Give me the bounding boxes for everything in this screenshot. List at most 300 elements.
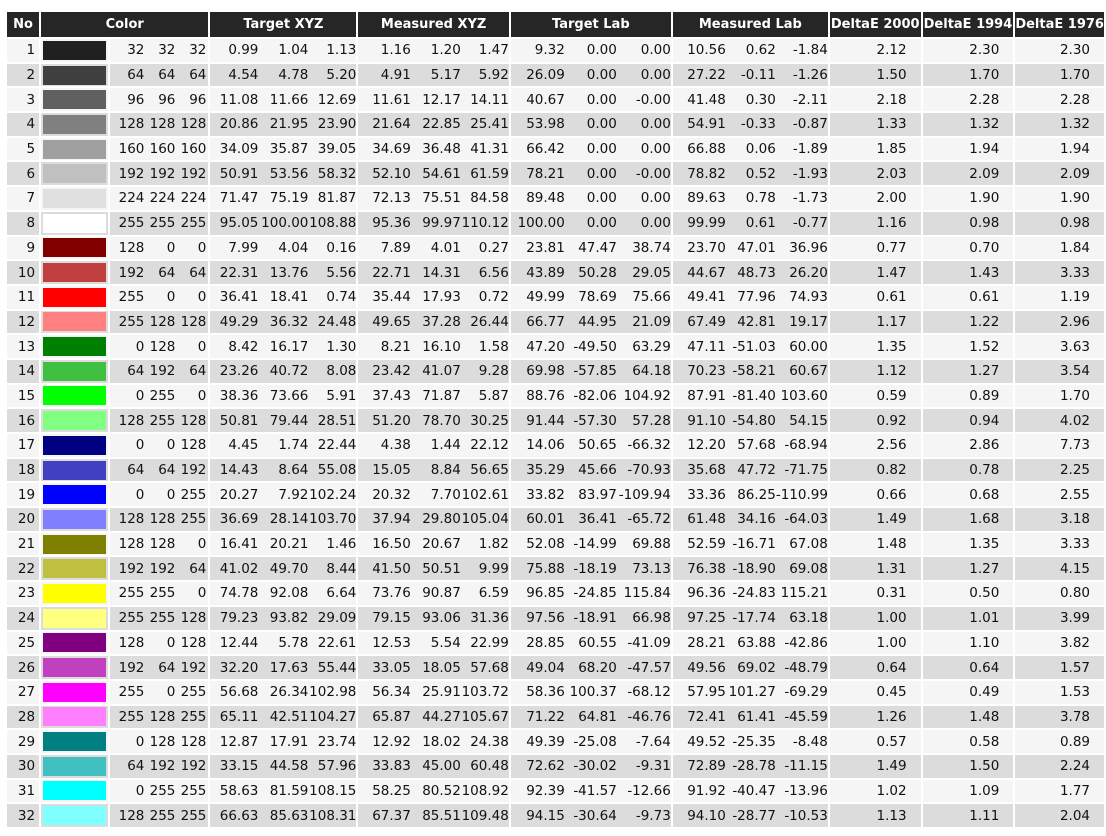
target-lab-component: 33.82 — [526, 486, 565, 503]
row-number: 11 — [7, 286, 39, 309]
target-xyz-component: 7.99 — [228, 239, 259, 256]
measured-xyz-component: 105.67 — [461, 708, 509, 725]
table-row — [7, 39, 1104, 62]
target-lab-component: 49.39 — [526, 733, 565, 750]
target-xyz-component: 12.44 — [219, 634, 259, 651]
deltae-1976-value: 2.04 — [1015, 804, 1104, 827]
deltae-1994-value: 1.11 — [923, 804, 1014, 827]
target-xyz — [210, 187, 356, 210]
deltae-1976-value: 1.57 — [1015, 656, 1104, 679]
measured-lab — [673, 113, 828, 136]
color-swatch — [43, 66, 106, 85]
target-lab — [511, 409, 671, 432]
deltae-1976-value: 2.96 — [1015, 311, 1104, 334]
rgb-b-value: 0 — [197, 239, 207, 256]
target-lab-component: 91.44 — [526, 412, 565, 429]
measured-xyz-component: 31.36 — [470, 610, 509, 627]
deltae-1994-value: 1.50 — [923, 755, 1014, 778]
target-xyz-component: 16.41 — [219, 536, 259, 553]
deltae-1976-value: 3.82 — [1015, 632, 1104, 655]
target-lab — [511, 632, 671, 655]
deltae-1994-value: 0.94 — [923, 409, 1014, 432]
rgb-b-value: 64 — [189, 560, 207, 577]
deltae-2000-value: 0.59 — [830, 385, 921, 408]
target-xyz-component: 1.46 — [326, 536, 357, 553]
deltae-1976-value: 1.77 — [1015, 780, 1104, 803]
color-swatch-cell — [41, 681, 108, 704]
target-lab-component: 0.00 — [586, 67, 617, 84]
measured-lab-component: 91.92 — [687, 782, 726, 799]
measured-xyz-component: 1.58 — [478, 338, 509, 355]
rgb-g-value: 32 — [158, 42, 176, 59]
measured-xyz-component: 33.05 — [372, 659, 411, 676]
measured-lab-component: -40.47 — [732, 782, 776, 799]
measured-xyz-component: 21.64 — [372, 116, 411, 133]
measured-lab-component: -24.83 — [732, 585, 776, 602]
measured-lab-component: -28.77 — [732, 807, 776, 824]
target-xyz-component: 38.36 — [219, 387, 259, 404]
measured-lab-component: -1.26 — [792, 67, 828, 84]
measured-lab-component: 33.36 — [687, 486, 726, 503]
measured-xyz-component: 93.06 — [422, 610, 461, 627]
color-swatch-cell — [41, 261, 108, 284]
color-swatch-cell — [41, 187, 108, 210]
target-xyz-component: 8.64 — [278, 462, 309, 479]
target-xyz-component: 6.64 — [326, 585, 357, 602]
measured-lab-component: -68.94 — [784, 437, 828, 454]
target-xyz-component: 100.00 — [261, 215, 309, 232]
header-row — [7, 12, 1104, 37]
measured-xyz-component: 11.61 — [372, 91, 411, 108]
measured-lab-component: -1.93 — [792, 165, 828, 182]
rgb-values — [110, 311, 208, 334]
deltae-1976-value: 0.80 — [1015, 582, 1104, 605]
deltae-1976-value: 2.55 — [1015, 483, 1104, 506]
color-swatch — [43, 214, 106, 233]
rgb-b-value: 128 — [180, 437, 207, 454]
measured-xyz-component: 54.61 — [422, 165, 461, 182]
measured-xyz-component: 36.48 — [422, 141, 461, 158]
measured-xyz — [358, 335, 508, 358]
measured-lab-component: -110.99 — [775, 486, 828, 503]
target-lab-component: 28.85 — [526, 634, 565, 651]
measured-lab-component: -69.29 — [784, 684, 828, 701]
deltae-2000-value: 1.00 — [830, 607, 921, 630]
table-row — [7, 113, 1104, 136]
deltae-1976-value: 1.94 — [1015, 138, 1104, 161]
deltae-1976-value: 3.63 — [1015, 335, 1104, 358]
calibration-report — [5, 10, 1106, 829]
measured-lab-component: 74.93 — [789, 289, 828, 306]
target-xyz — [210, 607, 356, 630]
target-lab-component: 9.32 — [534, 42, 565, 59]
target-xyz-component: 11.66 — [269, 91, 309, 108]
measured-xyz-component: 51.20 — [372, 412, 411, 429]
target-xyz-component: 13.76 — [269, 264, 309, 281]
target-lab-component: -68.12 — [627, 684, 671, 701]
color-swatch — [43, 288, 106, 307]
deltae-1994-value: 1.43 — [923, 261, 1014, 284]
target-lab — [511, 335, 671, 358]
row-number: 14 — [7, 360, 39, 383]
target-xyz-component: 5.20 — [326, 67, 357, 84]
measured-xyz-component: 29.80 — [422, 511, 461, 528]
measured-lab-component: 78.82 — [687, 165, 726, 182]
measured-lab-component: 67.49 — [687, 313, 726, 330]
measured-lab-component: -8.48 — [792, 733, 828, 750]
rgb-values — [110, 261, 208, 284]
measured-lab-component: 49.41 — [687, 289, 726, 306]
target-lab-component: 78.21 — [526, 165, 565, 182]
target-xyz-component: 8.44 — [326, 560, 357, 577]
measured-xyz-component: 20.67 — [422, 536, 461, 553]
target-lab-component: 52.08 — [526, 536, 565, 553]
measured-lab-component: 63.88 — [737, 634, 776, 651]
deltae-1976-value: 2.28 — [1015, 88, 1104, 111]
measured-lab-component: 36.96 — [789, 239, 828, 256]
measured-xyz-component: 90.87 — [422, 585, 461, 602]
rgb-r-value: 0 — [135, 486, 145, 503]
rgb-values — [110, 162, 208, 185]
rgb-g-value: 255 — [149, 807, 176, 824]
measured-xyz-component: 58.25 — [372, 782, 411, 799]
deltae-1994-value: 1.01 — [923, 607, 1014, 630]
target-lab-component: 14.06 — [526, 437, 565, 454]
rgb-b-value: 255 — [180, 684, 207, 701]
measured-xyz-component: 37.43 — [372, 387, 411, 404]
target-xyz-component: 22.61 — [317, 634, 357, 651]
target-xyz-component: 5.56 — [326, 264, 357, 281]
measured-lab-component: 67.08 — [789, 536, 828, 553]
rgb-r-value: 224 — [118, 190, 145, 207]
target-lab-component: -41.09 — [627, 634, 671, 651]
rgb-g-value: 0 — [166, 289, 176, 306]
rgb-values — [110, 557, 208, 580]
target-xyz — [210, 286, 356, 309]
color-swatch — [43, 609, 106, 628]
measured-lab-component: -0.33 — [740, 116, 776, 133]
target-xyz — [210, 212, 356, 235]
target-xyz-component: 28.14 — [269, 511, 309, 528]
rgb-r-value: 128 — [118, 412, 145, 429]
row-number: 22 — [7, 557, 39, 580]
rgb-r-value: 128 — [118, 511, 145, 528]
target-xyz-component: 4.45 — [228, 437, 259, 454]
target-lab-component: -18.91 — [573, 610, 617, 627]
measured-lab — [673, 286, 828, 309]
measured-lab — [673, 385, 828, 408]
target-lab-component: 21.09 — [632, 313, 671, 330]
color-swatch — [43, 386, 106, 405]
measured-lab-component: -25.35 — [732, 733, 776, 750]
measured-xyz — [358, 483, 508, 506]
measured-xyz — [358, 409, 508, 432]
deltae-2000-value: 0.66 — [830, 483, 921, 506]
target-xyz-component: 95.05 — [219, 215, 259, 232]
measured-lab-component: 57.68 — [737, 437, 776, 454]
color-swatch-cell — [41, 755, 108, 778]
target-xyz-component: 7.92 — [278, 486, 309, 503]
rgb-g-value: 255 — [149, 412, 176, 429]
rgb-values — [110, 409, 208, 432]
measured-lab — [673, 632, 828, 655]
target-lab-component: 44.95 — [578, 313, 617, 330]
measured-xyz-component: 0.27 — [478, 239, 509, 256]
table-row — [7, 335, 1104, 358]
target-xyz — [210, 706, 356, 729]
measured-lab — [673, 261, 828, 284]
deltae-2000-value: 1.26 — [830, 706, 921, 729]
measured-xyz-component: 95.36 — [372, 215, 411, 232]
target-lab-component: 0.00 — [586, 190, 617, 207]
measured-lab-component: 54.15 — [789, 412, 828, 429]
target-lab-component: 0.00 — [586, 42, 617, 59]
target-lab-component: -66.32 — [627, 437, 671, 454]
rgb-values — [110, 607, 208, 630]
target-xyz — [210, 804, 356, 827]
measured-xyz — [358, 212, 508, 235]
measured-xyz-component: 22.71 — [372, 264, 411, 281]
target-lab-component: 58.36 — [526, 684, 565, 701]
target-lab-component: -7.64 — [635, 733, 671, 750]
target-lab-component: 0.00 — [640, 190, 671, 207]
target-lab-component: 0.00 — [640, 42, 671, 59]
measured-xyz-component: 24.38 — [470, 733, 509, 750]
color-swatch — [43, 115, 106, 134]
target-xyz-component: 57.96 — [317, 758, 357, 775]
measured-xyz — [358, 780, 508, 803]
measured-xyz-component: 56.34 — [372, 684, 411, 701]
measured-xyz — [358, 113, 508, 136]
color-swatch — [43, 164, 106, 183]
rgb-b-value: 32 — [189, 42, 207, 59]
target-xyz-component: 20.21 — [269, 536, 309, 553]
measured-xyz-component: 26.44 — [470, 313, 509, 330]
rgb-values — [110, 755, 208, 778]
target-xyz — [210, 632, 356, 655]
deltae-1994-value: 2.28 — [923, 88, 1014, 111]
rgb-values — [110, 582, 208, 605]
rgb-values — [110, 656, 208, 679]
rgb-b-value: 255 — [180, 511, 207, 528]
target-xyz-component: 17.63 — [269, 659, 309, 676]
rgb-g-value: 255 — [149, 610, 176, 627]
target-xyz-component: 20.86 — [219, 116, 259, 133]
measured-lab — [673, 434, 828, 457]
measured-lab — [673, 730, 828, 753]
rgb-r-value: 128 — [118, 116, 145, 133]
target-xyz-component: 28.51 — [317, 412, 357, 429]
deltae-1994-value: 2.86 — [923, 434, 1014, 457]
target-xyz-component: 33.15 — [219, 758, 259, 775]
table-row — [7, 311, 1104, 334]
measured-lab-component: -28.78 — [732, 758, 776, 775]
measured-lab-component: 72.41 — [687, 708, 726, 725]
measured-lab-component: 96.36 — [687, 585, 726, 602]
deltae-1994-value: 1.70 — [923, 64, 1014, 87]
color-swatch — [43, 461, 106, 480]
target-lab-component: 45.66 — [578, 462, 617, 479]
rgb-b-value: 128 — [180, 733, 207, 750]
rgb-values — [110, 187, 208, 210]
measured-lab-component: 54.91 — [687, 116, 726, 133]
measured-xyz-component: 72.13 — [372, 190, 411, 207]
row-number: 21 — [7, 533, 39, 556]
table-row — [7, 88, 1104, 111]
measured-xyz — [358, 508, 508, 531]
target-xyz-component: 11.08 — [219, 91, 259, 108]
measured-lab-component: 0.62 — [745, 42, 776, 59]
rgb-values — [110, 138, 208, 161]
target-lab-component: -70.93 — [627, 462, 671, 479]
color-swatch — [43, 189, 106, 208]
deltae-1994-value: 0.61 — [923, 286, 1014, 309]
color-swatch-cell — [41, 557, 108, 580]
target-lab-component: 0.00 — [640, 116, 671, 133]
rgb-r-value: 64 — [127, 363, 145, 380]
measured-xyz-component: 1.16 — [380, 42, 411, 59]
target-xyz-component: 50.91 — [219, 165, 259, 182]
measured-xyz-component: 16.50 — [372, 536, 411, 553]
measured-lab-component: 0.78 — [745, 190, 776, 207]
measured-xyz-component: 14.31 — [422, 264, 461, 281]
target-lab-component: -65.72 — [627, 511, 671, 528]
color-swatch-cell — [41, 113, 108, 136]
row-number: 17 — [7, 434, 39, 457]
rgb-b-value: 0 — [197, 387, 207, 404]
rgb-r-value: 128 — [118, 634, 145, 651]
measured-xyz-component: 20.32 — [372, 486, 411, 503]
measured-lab — [673, 755, 828, 778]
measured-lab-component: 94.10 — [687, 807, 726, 824]
table-row — [7, 656, 1104, 679]
rgb-values — [110, 64, 208, 87]
target-lab-component: 50.28 — [578, 264, 617, 281]
target-xyz-component: 36.32 — [269, 313, 309, 330]
measured-lab-component: 115.21 — [780, 585, 828, 602]
rgb-r-value: 32 — [127, 42, 145, 59]
measured-lab — [673, 88, 828, 111]
target-xyz-component: 40.72 — [269, 363, 309, 380]
rgb-values — [110, 237, 208, 260]
measured-lab-component: 41.48 — [687, 91, 726, 108]
table-row — [7, 755, 1104, 778]
measured-lab — [673, 508, 828, 531]
measured-lab-component: -11.15 — [784, 758, 828, 775]
target-lab-component: 66.42 — [526, 141, 565, 158]
rgb-r-value: 192 — [118, 659, 145, 676]
table-row — [7, 138, 1104, 161]
rgb-r-value: 192 — [118, 560, 145, 577]
target-xyz-component: 20.27 — [219, 486, 259, 503]
rgb-g-value: 0 — [166, 634, 176, 651]
deltae-1994-value: 1.22 — [923, 311, 1014, 334]
rgb-b-value: 160 — [180, 141, 207, 158]
measured-lab-component: 27.22 — [687, 67, 726, 84]
target-lab — [511, 508, 671, 531]
color-swatch-cell — [41, 434, 108, 457]
measured-xyz-component: 41.31 — [470, 141, 509, 158]
deltae-1994-value: 0.78 — [923, 459, 1014, 482]
deltae-2000-value: 2.00 — [830, 187, 921, 210]
measured-lab-component: 66.88 — [687, 141, 726, 158]
color-swatch-cell — [41, 212, 108, 235]
deltae-1976-value: 3.99 — [1015, 607, 1104, 630]
deltae-1976-value: 0.98 — [1015, 212, 1104, 235]
color-swatch-cell — [41, 656, 108, 679]
rgb-r-value: 64 — [127, 67, 145, 84]
table-row — [7, 632, 1104, 655]
measured-xyz-component: 108.92 — [461, 782, 509, 799]
measured-xyz-component: 49.65 — [372, 313, 411, 330]
measured-xyz-component: 6.59 — [478, 585, 509, 602]
target-lab — [511, 138, 671, 161]
measured-xyz-component: 44.27 — [422, 708, 461, 725]
row-number: 8 — [7, 212, 39, 235]
measured-lab-component: 69.02 — [737, 659, 776, 676]
rgb-b-value: 64 — [189, 264, 207, 281]
target-xyz — [210, 113, 356, 136]
deltae-1994-value: 1.10 — [923, 632, 1014, 655]
target-xyz-component: 12.69 — [317, 91, 357, 108]
measured-xyz-component: 1.82 — [478, 536, 509, 553]
deltae-1976-value: 2.25 — [1015, 459, 1104, 482]
target-xyz-component: 42.51 — [269, 708, 309, 725]
measured-xyz-component: 17.93 — [422, 289, 461, 306]
deltae-1994-value: 1.52 — [923, 335, 1014, 358]
target-xyz-component: 79.23 — [219, 610, 259, 627]
rgb-r-value: 0 — [135, 437, 145, 454]
target-lab-component: 47.47 — [578, 239, 617, 256]
color-swatch — [43, 510, 106, 529]
target-lab-component: -25.08 — [573, 733, 617, 750]
target-xyz-component: 104.27 — [309, 708, 357, 725]
target-lab-component: -9.31 — [635, 758, 671, 775]
target-lab — [511, 88, 671, 111]
target-lab — [511, 582, 671, 605]
target-xyz-component: 71.47 — [219, 190, 259, 207]
target-xyz-component: 17.91 — [269, 733, 309, 750]
measured-lab-component: -42.86 — [784, 634, 828, 651]
deltae-1976-value: 1.84 — [1015, 237, 1104, 260]
color-swatch-cell — [41, 706, 108, 729]
target-xyz — [210, 582, 356, 605]
target-xyz-component: 55.08 — [317, 462, 357, 479]
color-accuracy-table — [5, 10, 1106, 829]
measured-lab-component: 99.99 — [687, 215, 726, 232]
target-xyz — [210, 311, 356, 334]
row-number: 27 — [7, 681, 39, 704]
deltae-1994-value: 0.89 — [923, 385, 1014, 408]
header-deltae-1976: DeltaE 1976 — [1015, 12, 1104, 37]
color-swatch-cell — [41, 162, 108, 185]
target-lab-component: 50.65 — [578, 437, 617, 454]
target-xyz — [210, 39, 356, 62]
measured-lab-component: 35.68 — [687, 462, 726, 479]
color-swatch-cell — [41, 459, 108, 482]
measured-xyz-component: 9.28 — [478, 363, 509, 380]
measured-xyz-component: 78.70 — [422, 412, 461, 429]
measured-xyz-component: 7.70 — [430, 486, 461, 503]
color-swatch-cell — [41, 385, 108, 408]
deltae-1994-value: 0.58 — [923, 730, 1014, 753]
measured-lab-component: 63.18 — [789, 610, 828, 627]
target-lab-component: 88.76 — [526, 387, 565, 404]
measured-lab-component: 87.91 — [687, 387, 726, 404]
rgb-g-value: 192 — [149, 363, 176, 380]
target-xyz-component: 50.81 — [219, 412, 259, 429]
measured-lab-component: -16.71 — [732, 536, 776, 553]
